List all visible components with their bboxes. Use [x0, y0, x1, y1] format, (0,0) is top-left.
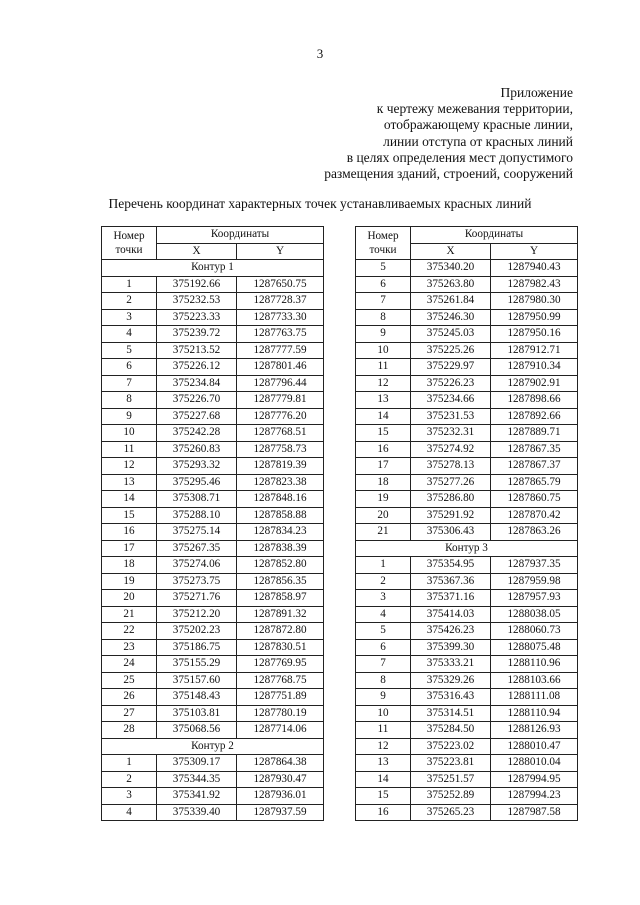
y-coordinate-cell: 1287714.06: [237, 722, 324, 739]
x-coordinate-cell: 375275.14: [157, 524, 237, 541]
point-number-cell: 23: [102, 639, 157, 656]
point-number-cell: 27: [102, 705, 157, 722]
table-row: [102, 788, 324, 805]
point-number-cell: 9: [356, 326, 411, 343]
x-coordinate-cell: 375213.52: [157, 342, 237, 359]
y-header: Y: [491, 243, 578, 260]
table-row: [102, 309, 324, 326]
table-row: [102, 458, 324, 475]
point-number-cell: 26: [102, 689, 157, 706]
point-number-cell: 17: [356, 458, 411, 475]
x-coordinate-cell: 375242.28: [157, 425, 237, 442]
table-row: [356, 755, 578, 772]
x-coordinate-cell: 375155.29: [157, 656, 237, 673]
x-coordinate-cell: 375252.89: [411, 788, 491, 805]
table-row: [102, 656, 324, 673]
appendix-caption: [324, 85, 573, 182]
point-number-cell: 19: [356, 491, 411, 508]
y-coordinate-cell: 1287776.20: [237, 408, 324, 425]
point-number-cell: 8: [356, 672, 411, 689]
table-row: [102, 573, 324, 590]
table-row: [356, 491, 578, 508]
table-row: [356, 441, 578, 458]
x-coordinate-cell: 375265.23: [411, 804, 491, 821]
y-coordinate-cell: 1287858.88: [237, 507, 324, 524]
y-coordinate-cell: 1288111.08: [491, 689, 578, 706]
point-number-cell: 7: [102, 375, 157, 392]
point-number-cell: 6: [356, 639, 411, 656]
x-coordinate-cell: 375367.36: [411, 573, 491, 590]
x-coordinate-cell: 375227.68: [157, 408, 237, 425]
x-coordinate-cell: 375186.75: [157, 639, 237, 656]
contour-row: [356, 540, 578, 557]
y-coordinate-cell: 1287867.37: [491, 458, 578, 475]
table-header-row: [102, 227, 324, 244]
table-row: [356, 507, 578, 524]
table-row: [102, 804, 324, 821]
table-row: [356, 557, 578, 574]
x-coordinate-cell: 375246.30: [411, 309, 491, 326]
contour-row: [102, 260, 324, 277]
y-coordinate-cell: 1288103.66: [491, 672, 578, 689]
x-coordinate-cell: 375314.51: [411, 705, 491, 722]
x-coordinate-cell: 375212.20: [157, 606, 237, 623]
point-number-cell: 3: [356, 590, 411, 607]
table-row: [356, 788, 578, 805]
y-coordinate-cell: 1287980.30: [491, 293, 578, 310]
table-row: [356, 276, 578, 293]
y-coordinate-cell: 1287856.35: [237, 573, 324, 590]
y-coordinate-cell: 1287768.51: [237, 425, 324, 442]
x-coordinate-cell: 375284.50: [411, 722, 491, 739]
point-number-cell: 19: [102, 573, 157, 590]
table-row: [356, 293, 578, 310]
y-coordinate-cell: 1287872.80: [237, 623, 324, 640]
point-number-cell: 16: [102, 524, 157, 541]
y-coordinate-cell: 1287801.46: [237, 359, 324, 376]
point-number-cell: 2: [102, 771, 157, 788]
table-row: [102, 524, 324, 541]
x-coordinate-cell: 375286.80: [411, 491, 491, 508]
table-row: [102, 705, 324, 722]
point-number-cell: 4: [102, 326, 157, 343]
point-number-cell: 3: [102, 788, 157, 805]
y-coordinate-cell: 1288010.04: [491, 755, 578, 772]
y-coordinate-cell: 1287902.91: [491, 375, 578, 392]
table-row: [356, 804, 578, 821]
y-coordinate-cell: 1287987.58: [491, 804, 578, 821]
appendix-line: размещения зданий, строений, сооружений: [324, 166, 573, 182]
x-coordinate-cell: 375223.33: [157, 309, 237, 326]
table-row: [356, 590, 578, 607]
x-coordinate-cell: 375414.03: [411, 606, 491, 623]
x-coordinate-cell: 375226.12: [157, 359, 237, 376]
y-coordinate-cell: 1288110.96: [491, 656, 578, 673]
y-coordinate-cell: 1287930.47: [237, 771, 324, 788]
point-number-cell: 14: [356, 771, 411, 788]
table-row: [102, 425, 324, 442]
y-coordinate-cell: 1287733.30: [237, 309, 324, 326]
contour-label: Контур 3: [356, 540, 578, 557]
y-coordinate-cell: 1287892.66: [491, 408, 578, 425]
table-row: [102, 491, 324, 508]
point-number-cell: 21: [356, 524, 411, 541]
table-row: [102, 771, 324, 788]
x-coordinate-cell: 375239.72: [157, 326, 237, 343]
x-coordinate-cell: 375333.21: [411, 656, 491, 673]
contour-row: [102, 738, 324, 755]
contour-label: Контур 1: [102, 260, 324, 277]
x-coordinate-cell: 375226.23: [411, 375, 491, 392]
point-number-cell: 2: [102, 293, 157, 310]
y-coordinate-cell: 1287959.98: [491, 573, 578, 590]
table-row: [356, 375, 578, 392]
x-header: X: [411, 243, 491, 260]
y-coordinate-cell: 1287779.81: [237, 392, 324, 409]
y-coordinate-cell: 1287950.16: [491, 326, 578, 343]
x-coordinate-cell: 375288.10: [157, 507, 237, 524]
y-coordinate-cell: 1288126.93: [491, 722, 578, 739]
y-coordinate-cell: 1287823.38: [237, 474, 324, 491]
document-title: Перечень координат характерных точек устанавливаемых красных линий: [108, 196, 532, 211]
x-coordinate-cell: 375148.43: [157, 689, 237, 706]
point-number-cell: 25: [102, 672, 157, 689]
point-number-cell: 22: [102, 623, 157, 640]
x-coordinate-cell: 375232.53: [157, 293, 237, 310]
point-number-cell: 16: [356, 441, 411, 458]
y-coordinate-cell: 1287936.01: [237, 788, 324, 805]
table-row: [102, 441, 324, 458]
y-coordinate-cell: 1287940.43: [491, 260, 578, 277]
coordinates-header: Координаты: [411, 227, 578, 244]
x-coordinate-cell: 375225.26: [411, 342, 491, 359]
point-number-cell: 11: [102, 441, 157, 458]
y-coordinate-cell: 1287910.34: [491, 359, 578, 376]
point-number-cell: 15: [102, 507, 157, 524]
table-row: [356, 342, 578, 359]
y-coordinate-cell: 1287858.97: [237, 590, 324, 607]
table-row: [356, 260, 578, 277]
y-coordinate-cell: 1287860.75: [491, 491, 578, 508]
point-number-cell: 14: [102, 491, 157, 508]
table-row: [102, 623, 324, 640]
x-coordinate-cell: 375226.70: [157, 392, 237, 409]
table-row: [102, 326, 324, 343]
point-number-cell: 10: [356, 705, 411, 722]
point-number-cell: 20: [356, 507, 411, 524]
point-number-cell: 4: [356, 606, 411, 623]
point-number-cell: 1: [356, 557, 411, 574]
point-number-cell: 11: [356, 722, 411, 739]
point-number-cell: 12: [356, 738, 411, 755]
y-coordinate-cell: 1287852.80: [237, 557, 324, 574]
point-number-cell: 8: [102, 392, 157, 409]
y-coordinate-cell: 1287937.59: [237, 804, 324, 821]
table-row: [102, 375, 324, 392]
table-row: [356, 771, 578, 788]
point-number-cell: 13: [356, 392, 411, 409]
y-coordinate-cell: 1287912.71: [491, 342, 578, 359]
table-row: [356, 705, 578, 722]
x-coordinate-cell: 375234.84: [157, 375, 237, 392]
x-coordinate-cell: 375234.66: [411, 392, 491, 409]
x-coordinate-cell: 375295.46: [157, 474, 237, 491]
table-row: [102, 672, 324, 689]
table-row: [356, 408, 578, 425]
table-row: [102, 408, 324, 425]
y-coordinate-cell: 1288060.73: [491, 623, 578, 640]
table-row: [356, 738, 578, 755]
x-coordinate-cell: 375293.32: [157, 458, 237, 475]
point-number-cell: 9: [102, 408, 157, 425]
y-coordinate-cell: 1287994.23: [491, 788, 578, 805]
y-coordinate-cell: 1287870.42: [491, 507, 578, 524]
x-header: X: [157, 243, 237, 260]
y-coordinate-cell: 1287763.75: [237, 326, 324, 343]
y-coordinate-cell: 1287796.44: [237, 375, 324, 392]
point-number-header: Номер точки: [102, 227, 157, 260]
table-row: [356, 326, 578, 343]
x-coordinate-cell: 375231.53: [411, 408, 491, 425]
appendix-line: Приложение: [500, 85, 573, 100]
appendix-line: к чертежу межевания территории,: [376, 101, 573, 117]
x-coordinate-cell: 375273.75: [157, 573, 237, 590]
point-number-cell: 2: [356, 573, 411, 590]
table-row: [102, 590, 324, 607]
point-number-cell: 9: [356, 689, 411, 706]
point-number-cell: 17: [102, 540, 157, 557]
point-number-cell: 7: [356, 656, 411, 673]
table-row: [102, 540, 324, 557]
point-number-cell: 12: [102, 458, 157, 475]
y-coordinate-cell: 1288075.48: [491, 639, 578, 656]
point-number-cell: 5: [356, 623, 411, 640]
table-row: [356, 524, 578, 541]
point-number-cell: 10: [102, 425, 157, 442]
y-coordinate-cell: 1288010.47: [491, 738, 578, 755]
y-coordinate-cell: 1287898.66: [491, 392, 578, 409]
y-coordinate-cell: 1287867.35: [491, 441, 578, 458]
x-coordinate-cell: 375399.30: [411, 639, 491, 656]
table-row: [356, 672, 578, 689]
point-number-cell: 14: [356, 408, 411, 425]
y-coordinate-cell: 1288110.94: [491, 705, 578, 722]
table-header-row: [356, 227, 578, 244]
y-coordinate-cell: 1287848.16: [237, 491, 324, 508]
point-number-cell: 10: [356, 342, 411, 359]
point-number-cell: 18: [356, 474, 411, 491]
x-coordinate-cell: 375371.16: [411, 590, 491, 607]
table-row: [102, 639, 324, 656]
appendix-line: отображающему красные линии,: [383, 117, 573, 133]
y-coordinate-cell: 1287769.95: [237, 656, 324, 673]
point-number-cell: 8: [356, 309, 411, 326]
x-coordinate-cell: 375223.02: [411, 738, 491, 755]
y-coordinate-cell: 1287751.89: [237, 689, 324, 706]
point-number-cell: 18: [102, 557, 157, 574]
table-row: [102, 507, 324, 524]
y-coordinate-cell: 1287777.59: [237, 342, 324, 359]
table-row: [102, 392, 324, 409]
y-coordinate-cell: 1288038.05: [491, 606, 578, 623]
point-number-cell: 20: [102, 590, 157, 607]
y-coordinate-cell: 1287728.37: [237, 293, 324, 310]
x-coordinate-cell: 375068.56: [157, 722, 237, 739]
x-coordinate-cell: 375426.23: [411, 623, 491, 640]
x-coordinate-cell: 375316.43: [411, 689, 491, 706]
x-coordinate-cell: 375103.81: [157, 705, 237, 722]
x-coordinate-cell: 375340.20: [411, 260, 491, 277]
point-number-cell: 1: [102, 755, 157, 772]
y-coordinate-cell: 1287650.75: [237, 276, 324, 293]
point-number-cell: 13: [102, 474, 157, 491]
y-coordinate-cell: 1287994.95: [491, 771, 578, 788]
x-coordinate-cell: 375251.57: [411, 771, 491, 788]
point-number-cell: 11: [356, 359, 411, 376]
table-row: [356, 689, 578, 706]
x-coordinate-cell: 375223.81: [411, 755, 491, 772]
point-number-cell: 1: [102, 276, 157, 293]
point-number-cell: 4: [102, 804, 157, 821]
appendix-line: линии отступа от красных линий: [383, 133, 573, 149]
point-number-cell: 3: [102, 309, 157, 326]
table-row: [356, 309, 578, 326]
point-number-cell: 15: [356, 788, 411, 805]
coordinates-table-right: [355, 226, 578, 821]
x-coordinate-cell: 375354.95: [411, 557, 491, 574]
point-number-cell: 24: [102, 656, 157, 673]
x-coordinate-cell: 375245.03: [411, 326, 491, 343]
point-number-header: Номер точки: [356, 227, 411, 260]
point-number-cell: 28: [102, 722, 157, 739]
x-coordinate-cell: 375341.92: [157, 788, 237, 805]
point-number-cell: 5: [356, 260, 411, 277]
x-coordinate-cell: 375263.80: [411, 276, 491, 293]
x-coordinate-cell: 375277.26: [411, 474, 491, 491]
point-number-cell: 5: [102, 342, 157, 359]
x-coordinate-cell: 375291.92: [411, 507, 491, 524]
table-row: [356, 656, 578, 673]
point-number-cell: 6: [356, 276, 411, 293]
x-coordinate-cell: 375157.60: [157, 672, 237, 689]
y-coordinate-cell: 1287891.32: [237, 606, 324, 623]
point-number-cell: 12: [356, 375, 411, 392]
point-number-cell: 7: [356, 293, 411, 310]
table-row: [102, 557, 324, 574]
y-coordinate-cell: 1287864.38: [237, 755, 324, 772]
table-row: [356, 425, 578, 442]
x-coordinate-cell: 375308.71: [157, 491, 237, 508]
x-coordinate-cell: 375202.23: [157, 623, 237, 640]
y-coordinate-cell: 1287982.43: [491, 276, 578, 293]
y-coordinate-cell: 1287937.35: [491, 557, 578, 574]
coordinates-header: Координаты: [157, 227, 324, 244]
y-coordinate-cell: 1287863.26: [491, 524, 578, 541]
table-row: [102, 342, 324, 359]
x-coordinate-cell: 375260.83: [157, 441, 237, 458]
table-row: [102, 722, 324, 739]
x-coordinate-cell: 375229.97: [411, 359, 491, 376]
table-row: [102, 293, 324, 310]
x-coordinate-cell: 375267.35: [157, 540, 237, 557]
table-row: [356, 623, 578, 640]
table-row: [356, 606, 578, 623]
table-row: [102, 755, 324, 772]
table-row: [102, 606, 324, 623]
x-coordinate-cell: 375278.13: [411, 458, 491, 475]
x-coordinate-cell: 375261.84: [411, 293, 491, 310]
y-coordinate-cell: 1287950.99: [491, 309, 578, 326]
y-coordinate-cell: 1287865.79: [491, 474, 578, 491]
coordinates-table-left: [101, 226, 324, 821]
y-coordinate-cell: 1287957.93: [491, 590, 578, 607]
point-number-cell: 15: [356, 425, 411, 442]
y-coordinate-cell: 1287838.39: [237, 540, 324, 557]
x-coordinate-cell: 375192.66: [157, 276, 237, 293]
x-coordinate-cell: 375274.92: [411, 441, 491, 458]
y-coordinate-cell: 1287780.19: [237, 705, 324, 722]
x-coordinate-cell: 375344.35: [157, 771, 237, 788]
y-coordinate-cell: 1287819.39: [237, 458, 324, 475]
x-coordinate-cell: 375339.40: [157, 804, 237, 821]
point-number-cell: 21: [102, 606, 157, 623]
y-coordinate-cell: 1287758.73: [237, 441, 324, 458]
table-row: [356, 474, 578, 491]
y-coordinate-cell: 1287830.51: [237, 639, 324, 656]
y-header: Y: [237, 243, 324, 260]
table-row: [102, 359, 324, 376]
table-row: [356, 458, 578, 475]
page-number: 3: [316, 46, 324, 61]
point-number-cell: 6: [102, 359, 157, 376]
point-number-cell: 16: [356, 804, 411, 821]
contour-label: Контур 2: [102, 738, 324, 755]
x-coordinate-cell: 375274.06: [157, 557, 237, 574]
x-coordinate-cell: 375232.31: [411, 425, 491, 442]
point-number-cell: 13: [356, 755, 411, 772]
table-row: [102, 474, 324, 491]
x-coordinate-cell: 375271.76: [157, 590, 237, 607]
table-row: [356, 359, 578, 376]
y-coordinate-cell: 1287768.75: [237, 672, 324, 689]
table-row: [102, 276, 324, 293]
x-coordinate-cell: 375309.17: [157, 755, 237, 772]
y-coordinate-cell: 1287834.23: [237, 524, 324, 541]
table-row: [356, 392, 578, 409]
table-row: [102, 689, 324, 706]
x-coordinate-cell: 375306.43: [411, 524, 491, 541]
table-row: [356, 573, 578, 590]
appendix-line: в целях определения мест допустимого: [346, 149, 573, 165]
y-coordinate-cell: 1287889.71: [491, 425, 578, 442]
table-row: [356, 722, 578, 739]
table-row: [356, 639, 578, 656]
x-coordinate-cell: 375329.26: [411, 672, 491, 689]
